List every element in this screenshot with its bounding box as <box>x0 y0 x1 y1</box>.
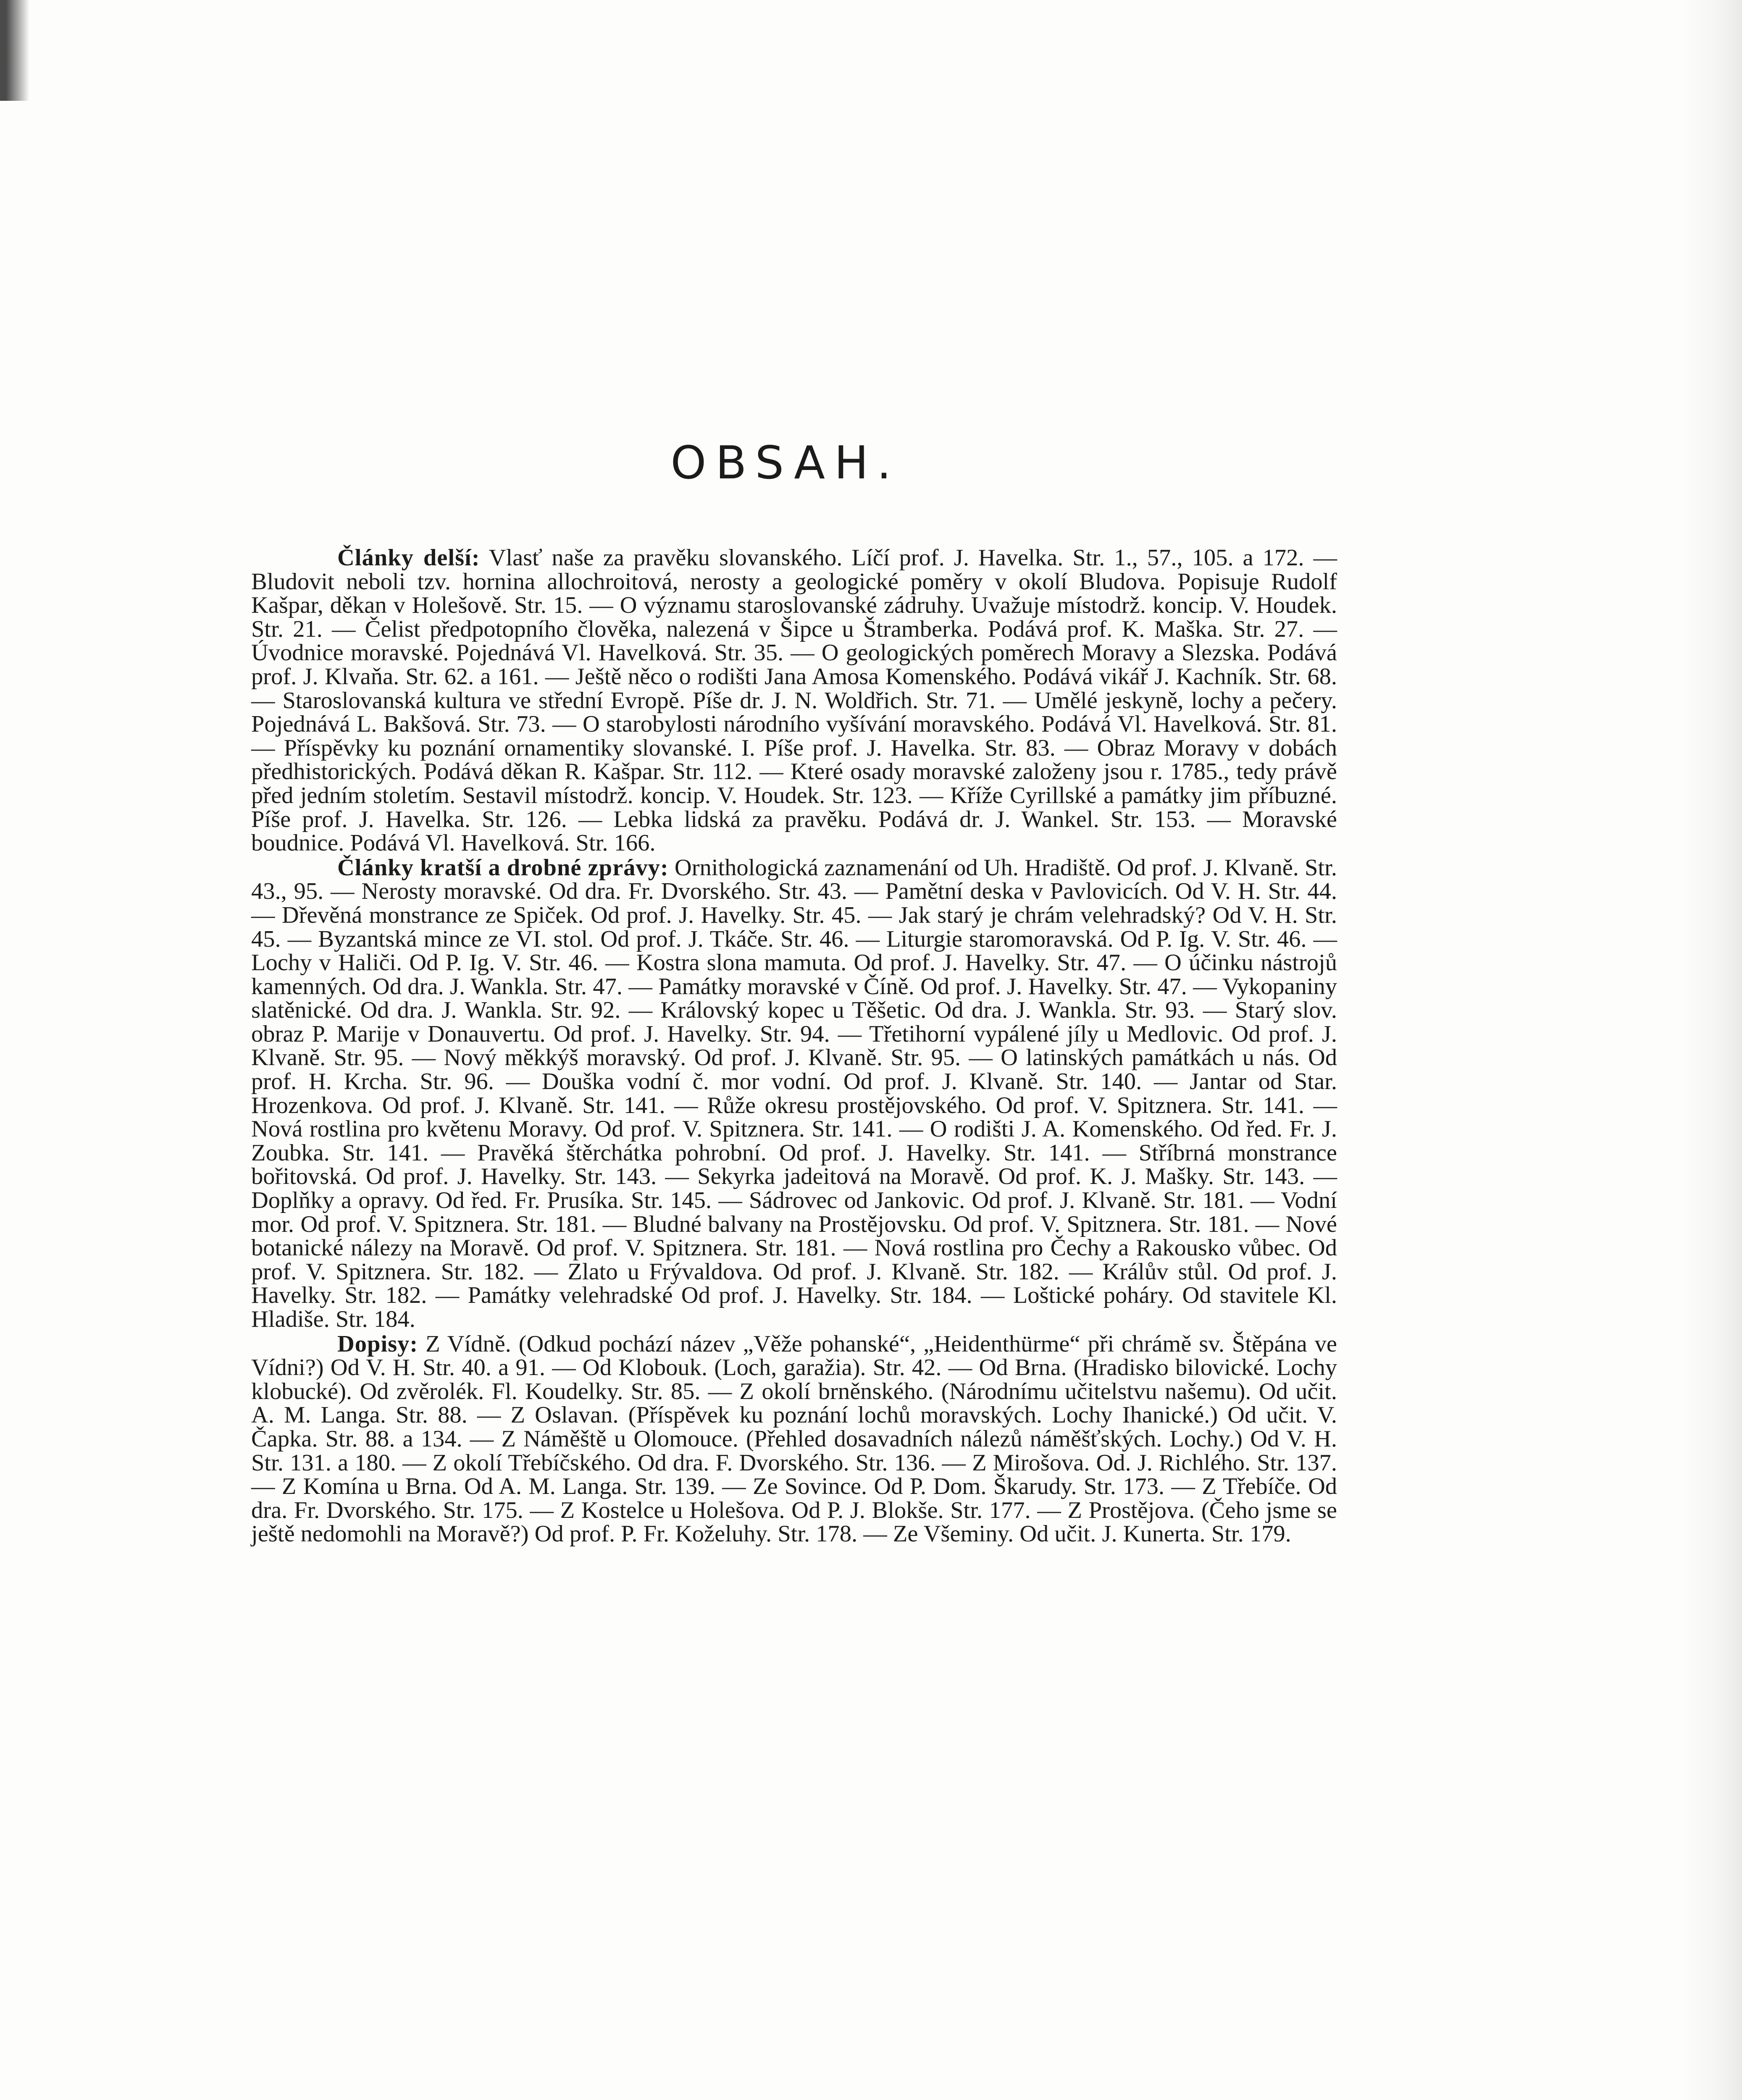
section-heading: Články kratší a drobné zprávy: <box>337 854 669 881</box>
section-heading: Dopisy: <box>337 1331 418 1357</box>
scan-edge-shadow <box>0 0 29 101</box>
section-longer-articles <box>251 546 1337 855</box>
page-edge-shading <box>1679 0 1742 2100</box>
table-of-contents <box>251 546 1337 1546</box>
section-short-articles <box>251 856 1337 1331</box>
section-text: Z Vídně. (Odkud pochází název „Věže pohanské“, „Heidenthürme“ při chrámě sv. Štěpána ve Vídni?) Od V. H. Str. 40. a 91. — Od Klobouk. (Loch, garažia). Str. 42. — Od Brna. (Hradisko bilovické. Lochy klobucké). Od zvěrolék. Fl. Koudelky. Str. 85. — Z okolí brněnského. (Národnímu učitelstvu našemu). Od učit. A. M. Langa. Str. 88. — Z Oslavan. (Příspěvek ku poznání lochů moravských. Lochy Ihanické.) Od učit. V. Čapka. Str. 88. a 134. — Z Náměště u Olomouce. (Přehled dosavadních nálezů náměšťských. Lochy.) Od V. H. Str. 131. a 180. — Z okolí Třebíčského. Od dra. F. Dvorského. Str. 136. — Z Mirošova. Od. J. Richlého. Str. 137. — Z Komína u Brna. Od A. M. Langa. Str. 139. — Ze Sovince. Od P. Dom. Škarudy. Str. 173. — Z Třebíče. Od dra. Fr. Dvorského. Str. 175. — Z Kostelce u Holešova. Od P. J. Blokše. Str. 177. — Z Prostějova. (Čeho jsme se ještě nedomohli na Moravě?) Od prof. P. Fr. Koželuhy. Str. 178. — Ze Všeminy. Od učit. J. Kunerta. Str. 179. <box>251 1331 1337 1547</box>
section-text: Vlasť naše za pravěku slovanského. Líčí prof. J. Havelka. Str. 1., 57., 105. a 172. — Bludovit neboli tzv. hornina allochroitová, nerosty a geologické poměry v okolí Bludova. Popisuje Rudolf Kašpar, děkan v Holešově. Str. 15. — O významu staroslovanské zádruhy. Uvažuje místodrž. koncip. V. Houdek. Str. 21. — Čelist předpotopního člověka, nalezená v Šipce u Štramberka. Podává prof. K. Maška. Str. 27. — Úvodnice moravské. Pojednává Vl. Havelková. Str. 35. — O geologických poměrech Moravy a Slezska. Podává prof. J. Klvaňa. Str. 62. a 161. — Ještě něco o rodišti Jana Amosa Komenského. Podává vikář J. Kachník. Str. 68. — Staroslovanská kultura ve střední Evropě. Píše dr. J. N. Woldřich. Str. 71. — Umělé jeskyně, lochy a pečery. Pojednává L. Bakšová. Str. 73. — O starobylosti národního vyšívání moravského. Podává Vl. Havelková. Str. 81. — Příspěvky ku poznání ornamentiky slovanské. I. Píše prof. J. Havelka. Str. 83. — Obraz Moravy v dobách předhistorických. Podává děkan R. Kašpar. Str. 112. — Které osady moravské založeny jsou r. 1785., tedy právě před jedním stoletím. Sestavil místodrž. koncip. V. Houdek. Str. 123. — Kříže Cyrillské a památky jim příbuzné. Píše prof. J. Havelka. Str. 126. — Lebka lidská za pravěku. Podává dr. J. Wankel. Str. 153. — Moravské boudnice. Podává Vl. Havelková. Str. 166. <box>251 545 1337 856</box>
section-heading: Články delší: <box>337 545 480 571</box>
section-letters <box>251 1332 1337 1546</box>
section-text: Ornithologická zaznamenání od Uh. Hradiště. Od prof. J. Klvaně. Str. 43., 95. — Nerosty moravské. Od dra. Fr. Dvorského. Str. 43. — Pamětní deska v Pavlovicích. Od V. H. Str. 44. — Dřevěná monstrance ze Spiček. Od prof. J. Havelky. Str. 45. — Jak starý je chrám velehradský? Od V. H. Str. 45. — Byzantská mince ze VI. stol. Od prof. J. Tkáče. Str. 46. — Liturgie staromoravská. Od P. Ig. V. Str. 46. — Lochy v Haliči. Od P. Ig. V. Str. 46. — Kostra slona mamuta. Od prof. J. Havelky. Str. 47. — O účinku nástrojů kamenných. Od dra. J. Wankla. Str. 47. — Památky moravské v Číně. Od prof. J. Havelky. Str. 47. — Vykopaniny slatěnické. Od dra. J. Wankla. Str. 92. — Královský kopec u Těšetic. Od dra. J. Wankla. Str. 93. — Starý slov. obraz P. Marije v Donauvertu. Od prof. J. Havelky. Str. 94. — Třetihorní vypálené jíly u Medlovic. Od prof. J. Klvaně. Str. 95. — Nový měkkýš moravský. Od prof. J. Klvaně. Str. 95. — O latinských památkách u nás. Od prof. H. Krcha. Str. 96. — Douška vodní č. mor vodní. Od prof. J. Klvaně. Str. 140. — Jantar od Star. Hrozenkova. Od prof. J. Klvaně. Str. 141. — Růže okresu prostějovského. Od prof. V. Spitznera. Str. 141. — Nová rostlina pro květenu Moravy. Od prof. V. Spitznera. Str. 141. — O rodišti J. A. Komenského. Od řed. Fr. J. Zoubka. Str. 141. — Pravěká štěrchátka pohrobní. Od prof. J. Havelky. Str. 141. — Stříbrná monstrance bořitovská. Od prof. J. Havelky. Str. 143. — Sekyrka jadeitová na Moravě. Od prof. K. J. Mašky. Str. 143. — Doplňky a opravy. Od řed. Fr. Prusíka. Str. 145. — Sádrovec od Jankovic. Od prof. J. Klvaně. Str. 181. — Vodní mor. Od prof. V. Spitznera. Str. 181. — Bludné balvany na Prostějovsku. Od prof. V. Spitznera. Str. 181. — Nové botanické nálezy na Moravě. Od prof. V. Spitznera. Str. 181. — Nová rostlina pro Čechy a Rakousko vůbec. Od prof. V. Spitznera. Str. 182. — Zlato u Frývaldova. Od prof. J. Klvaně. Str. 182. — Králův stůl. Od prof. J. Havelky. Str. 182. — Památky velehradské Od prof. J. Havelky. Str. 184. — Loštické poháry. Od stavitele Kl. Hladiše. Str. 184. <box>251 854 1337 1332</box>
page-title: OBSAH. <box>670 437 901 489</box>
